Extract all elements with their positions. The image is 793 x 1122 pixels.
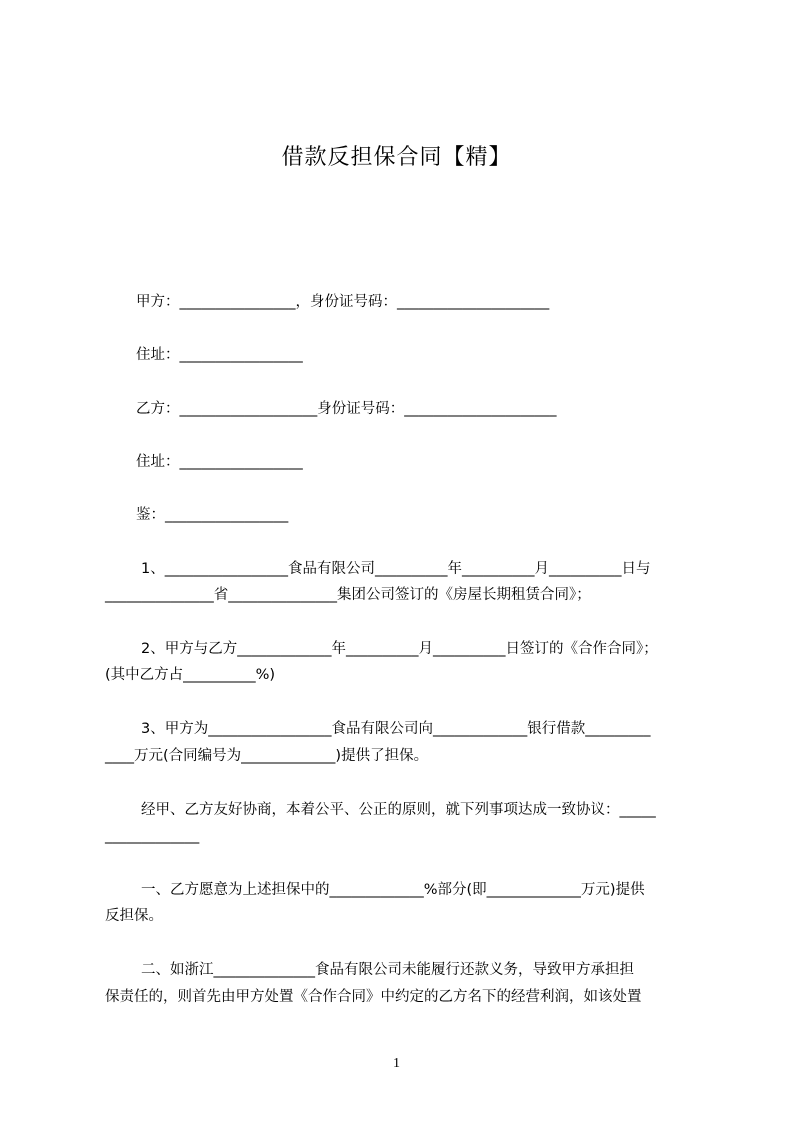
- document-title: 借款反担保合同【精】: [281, 145, 512, 170]
- clause-2-line-2: (其中乙方占__________%): [105, 667, 276, 683]
- party-a-address-line: 住址：_________________: [136, 347, 303, 363]
- party-b-address-line: 住址：_________________: [136, 454, 303, 470]
- witness-line: 鉴：_________________: [136, 507, 289, 523]
- clause-3-line-2: ____万元(合同编号为_____________)提供了担保。: [105, 748, 429, 764]
- party-b-line: 乙方：___________________身份证号码：_____________________: [136, 401, 557, 417]
- article-1-line-2: 反担保。: [105, 908, 163, 924]
- clause-2-line-1: 2、甲方与乙方_____________年__________月__________日签订的《合作合同》；: [141, 641, 658, 657]
- article-2-line-1: 二、如浙江______________食品有限公司未能履行还款义务，导致甲方承担担: [141, 962, 634, 978]
- clause-1-line-2: _______________省_______________集团公司签订的《房屋长期租赁合同》；: [105, 587, 591, 603]
- agreement-intro-line-1: 经甲、乙方友好协商，本着公平、公正的原则，就下列事项达成一致协议：_____: [141, 802, 656, 818]
- clause-3-line-1: 3、甲方为_________________食品有限公司向_____________银行借款_________: [141, 721, 651, 737]
- article-2-line-2: 保责任的，则首先由甲方处置《合作合同》中约定的乙方名下的经营利润，如该处置: [105, 989, 642, 1005]
- page-number: 1: [393, 1056, 400, 1071]
- agreement-intro-line-2: _____________: [105, 828, 200, 844]
- clause-1-line-1: 1、_________________食品有限公司__________年__________月__________日与: [141, 561, 651, 577]
- article-1-line-1: 一、乙方愿意为上述担保中的_____________%部分(即_____________万元)提供: [141, 882, 645, 898]
- party-a-line: 甲方：________________，身份证号码：_____________________: [136, 294, 550, 310]
